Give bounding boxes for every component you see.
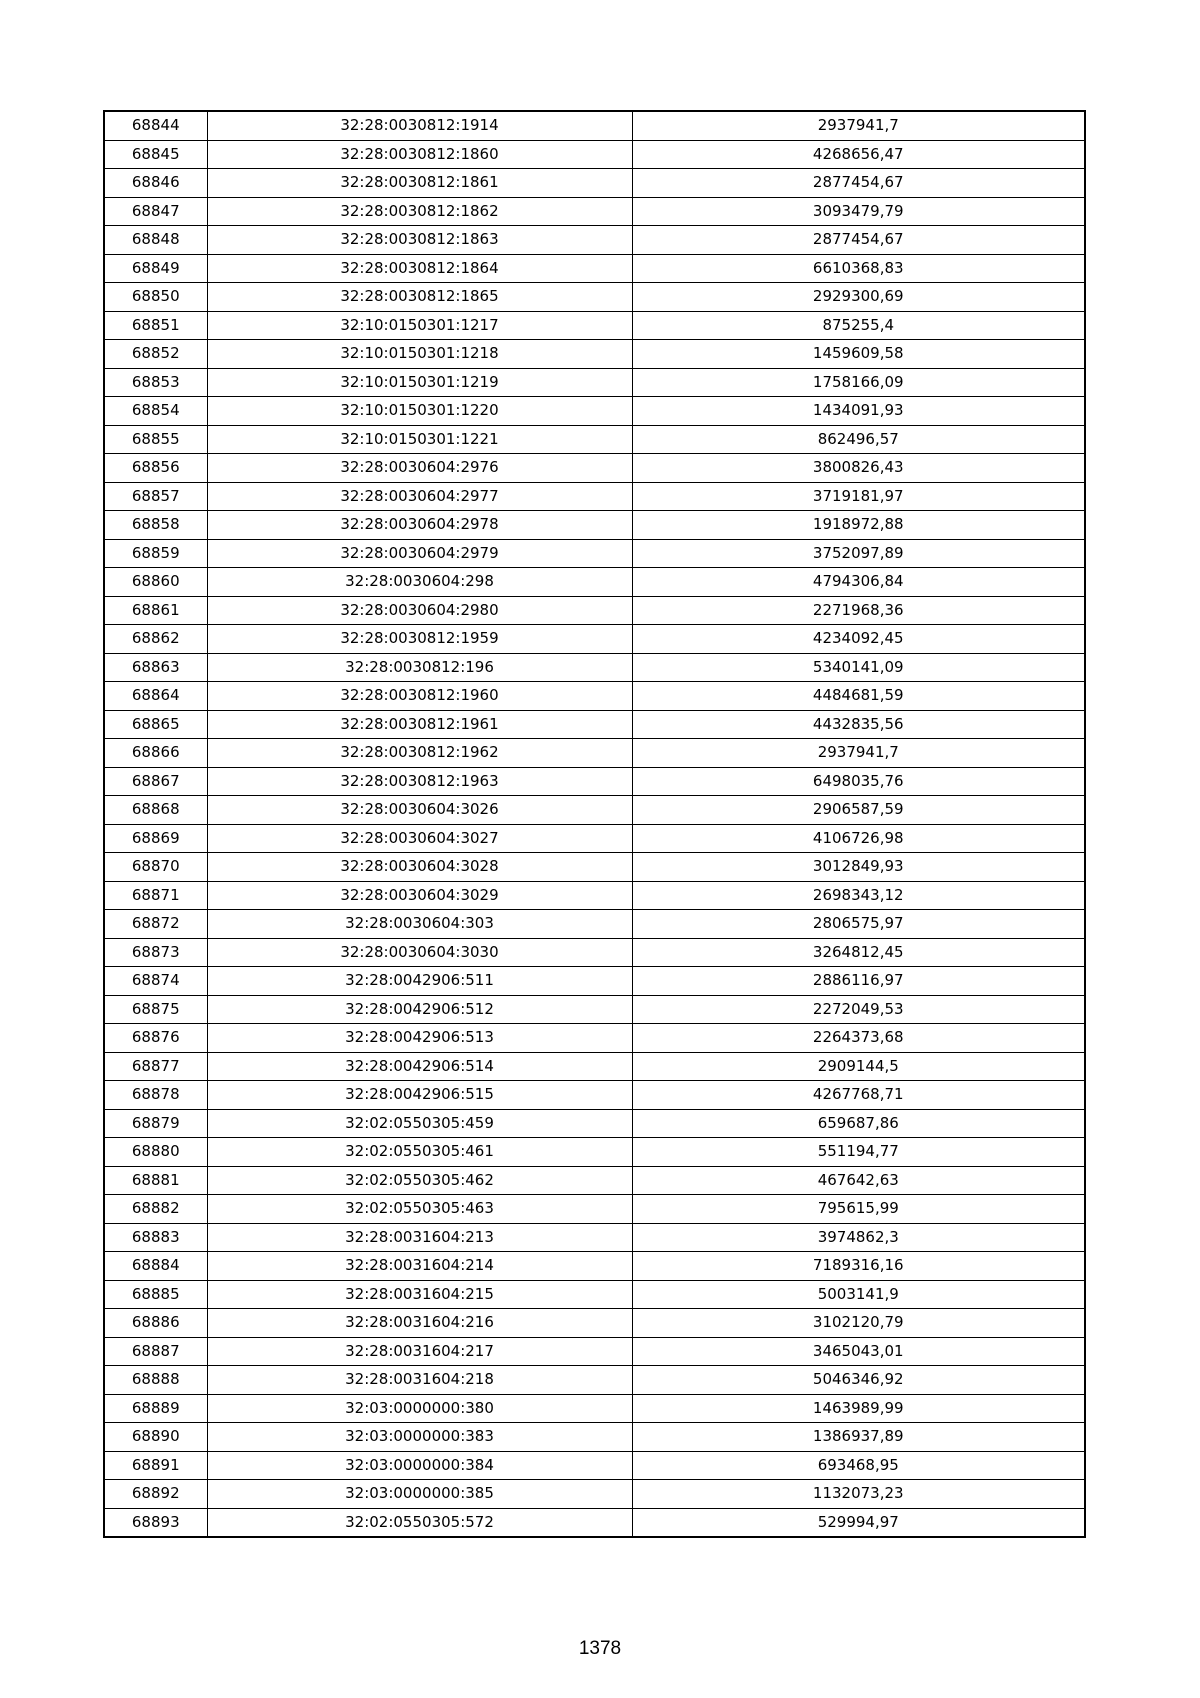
value-cell: 2264373,68 [632,1024,1085,1053]
value-cell: 4106726,98 [632,824,1085,853]
row-number-cell: 68886 [104,1309,207,1338]
cadastral-number-cell: 32:28:0031604:214 [207,1252,632,1281]
value-cell: 1132073,23 [632,1480,1085,1509]
value-cell: 3093479,79 [632,197,1085,226]
value-cell: 3012849,93 [632,853,1085,882]
page-number: 1378 [578,1638,622,1659]
value-cell: 3752097,89 [632,539,1085,568]
row-number-cell: 68891 [104,1451,207,1480]
table-row [104,910,1085,939]
row-number-cell: 68881 [104,1166,207,1195]
row-number-cell: 68859 [104,539,207,568]
row-number-cell: 68876 [104,1024,207,1053]
table-row [104,1052,1085,1081]
value-cell: 3800826,43 [632,454,1085,483]
value-cell: 2806575,97 [632,910,1085,939]
row-number-cell: 68862 [104,625,207,654]
table-row [104,653,1085,682]
cadastral-number-cell: 32:03:0000000:383 [207,1423,632,1452]
value-cell: 2906587,59 [632,796,1085,825]
cadastral-number-cell: 32:28:0030604:2976 [207,454,632,483]
row-number-cell: 68851 [104,311,207,340]
value-cell: 4268656,47 [632,140,1085,169]
value-cell: 4234092,45 [632,625,1085,654]
row-number-cell: 68858 [104,511,207,540]
value-cell: 5046346,92 [632,1366,1085,1395]
cadastral-number-cell: 32:03:0000000:384 [207,1451,632,1480]
table-row [104,482,1085,511]
table-row [104,1451,1085,1480]
cadastral-number-cell: 32:28:0030604:3026 [207,796,632,825]
row-number-cell: 68863 [104,653,207,682]
row-number-cell: 68883 [104,1223,207,1252]
table-row [104,1252,1085,1281]
row-number-cell: 68855 [104,425,207,454]
cadastral-number-cell: 32:28:0030812:1864 [207,254,632,283]
cadastral-number-cell: 32:28:0030812:1963 [207,767,632,796]
cadastral-number-cell: 32:28:0031604:213 [207,1223,632,1252]
table-row [104,796,1085,825]
table-row [104,625,1085,654]
value-cell: 467642,63 [632,1166,1085,1195]
row-number-cell: 68867 [104,767,207,796]
cadastral-number-cell: 32:28:0030812:1862 [207,197,632,226]
cadastral-number-cell: 32:02:0550305:462 [207,1166,632,1195]
table-row [104,397,1085,426]
cadastral-number-cell: 32:28:0042906:514 [207,1052,632,1081]
row-number-cell: 68854 [104,397,207,426]
value-cell: 659687,86 [632,1109,1085,1138]
row-number-cell: 68892 [104,1480,207,1509]
table-row [104,111,1085,140]
table-row [104,568,1085,597]
table-row [104,368,1085,397]
value-cell: 3264812,45 [632,938,1085,967]
table-row [104,995,1085,1024]
table-row [104,226,1085,255]
table-row [104,596,1085,625]
table-row [104,1223,1085,1252]
value-cell: 1918972,88 [632,511,1085,540]
value-cell: 1463989,99 [632,1394,1085,1423]
row-number-cell: 68868 [104,796,207,825]
table-row [104,1423,1085,1452]
row-number-cell: 68860 [104,568,207,597]
table-row [104,283,1085,312]
row-number-cell: 68874 [104,967,207,996]
table-row [104,824,1085,853]
table-row [104,539,1085,568]
cadastral-number-cell: 32:02:0550305:572 [207,1508,632,1537]
row-number-cell: 68888 [104,1366,207,1395]
value-cell: 2929300,69 [632,283,1085,312]
row-number-cell: 68882 [104,1195,207,1224]
value-cell: 5340141,09 [632,653,1085,682]
row-number-cell: 68852 [104,340,207,369]
cadastral-number-cell: 32:28:0030604:3027 [207,824,632,853]
cadastral-number-cell: 32:10:0150301:1220 [207,397,632,426]
row-number-cell: 68844 [104,111,207,140]
row-number-cell: 68869 [104,824,207,853]
table-row [104,1366,1085,1395]
cadastral-number-cell: 32:03:0000000:380 [207,1394,632,1423]
cadastral-number-cell: 32:28:0030812:196 [207,653,632,682]
table-row [104,710,1085,739]
row-number-cell: 68861 [104,596,207,625]
cadastral-number-cell: 32:28:0030812:1961 [207,710,632,739]
cadastral-number-cell: 32:10:0150301:1217 [207,311,632,340]
value-cell: 4484681,59 [632,682,1085,711]
row-number-cell: 68847 [104,197,207,226]
value-cell: 4267768,71 [632,1081,1085,1110]
table-row [104,169,1085,198]
table-body [104,111,1085,1537]
table-row [104,254,1085,283]
row-number-cell: 68866 [104,739,207,768]
cadastral-number-cell: 32:28:0031604:217 [207,1337,632,1366]
cadastral-number-cell: 32:28:0030812:1861 [207,169,632,198]
value-cell: 4432835,56 [632,710,1085,739]
table-row [104,1195,1085,1224]
value-cell: 6610368,83 [632,254,1085,283]
row-number-cell: 68849 [104,254,207,283]
value-cell: 2272049,53 [632,995,1085,1024]
row-number-cell: 68880 [104,1138,207,1167]
table-row [104,967,1085,996]
value-cell: 875255,4 [632,311,1085,340]
value-cell: 2937941,7 [632,111,1085,140]
row-number-cell: 68850 [104,283,207,312]
row-number-cell: 68848 [104,226,207,255]
cadastral-number-cell: 32:28:0042906:512 [207,995,632,1024]
table-row [104,1166,1085,1195]
value-cell: 1459609,58 [632,340,1085,369]
cadastral-number-cell: 32:02:0550305:463 [207,1195,632,1224]
row-number-cell: 68871 [104,881,207,910]
row-number-cell: 68846 [104,169,207,198]
row-number-cell: 68884 [104,1252,207,1281]
table-row [104,1480,1085,1509]
cadastral-number-cell: 32:10:0150301:1219 [207,368,632,397]
row-number-cell: 68890 [104,1423,207,1452]
table-row [104,1024,1085,1053]
cadastral-number-cell: 32:28:0031604:216 [207,1309,632,1338]
value-cell: 7189316,16 [632,1252,1085,1281]
value-cell: 2937941,7 [632,739,1085,768]
value-cell: 4794306,84 [632,568,1085,597]
cadastral-number-cell: 32:28:0030812:1914 [207,111,632,140]
table-row [104,1309,1085,1338]
value-cell: 2698343,12 [632,881,1085,910]
row-number-cell: 68857 [104,482,207,511]
table-row [104,853,1085,882]
table-row [104,739,1085,768]
row-number-cell: 68856 [104,454,207,483]
table-row [104,511,1085,540]
table-row [104,767,1085,796]
row-number-cell: 68865 [104,710,207,739]
cadastral-number-cell: 32:28:0030604:3029 [207,881,632,910]
value-cell: 693468,95 [632,1451,1085,1480]
table-row [104,881,1085,910]
row-number-cell: 68873 [104,938,207,967]
row-number-cell: 68870 [104,853,207,882]
cadastral-number-cell: 32:28:0030812:1959 [207,625,632,654]
row-number-cell: 68889 [104,1394,207,1423]
table-row [104,1081,1085,1110]
value-cell: 6498035,76 [632,767,1085,796]
table-row [104,454,1085,483]
value-cell: 3465043,01 [632,1337,1085,1366]
value-cell: 3974862,3 [632,1223,1085,1252]
table-row [104,140,1085,169]
cadastral-number-cell: 32:28:0030604:2977 [207,482,632,511]
table-row [104,425,1085,454]
row-number-cell: 68879 [104,1109,207,1138]
value-cell: 2271968,36 [632,596,1085,625]
row-number-cell: 68872 [104,910,207,939]
row-number-cell: 68864 [104,682,207,711]
cadastral-number-cell: 32:10:0150301:1218 [207,340,632,369]
cadastral-number-cell: 32:02:0550305:461 [207,1138,632,1167]
row-number-cell: 68878 [104,1081,207,1110]
table-row [104,197,1085,226]
cadastral-number-cell: 32:10:0150301:1221 [207,425,632,454]
row-number-cell: 68875 [104,995,207,1024]
cadastral-number-cell: 32:28:0042906:511 [207,967,632,996]
value-cell: 2877454,67 [632,169,1085,198]
table-row [104,1109,1085,1138]
value-cell: 2909144,5 [632,1052,1085,1081]
value-cell: 5003141,9 [632,1280,1085,1309]
value-cell: 1758166,09 [632,368,1085,397]
cadastral-number-cell: 32:28:0030604:3030 [207,938,632,967]
value-cell: 551194,77 [632,1138,1085,1167]
table-row [104,311,1085,340]
table-row [104,1138,1085,1167]
cadastral-number-cell: 32:28:0042906:515 [207,1081,632,1110]
value-cell: 1434091,93 [632,397,1085,426]
value-cell: 529994,97 [632,1508,1085,1537]
table-row [104,938,1085,967]
cadastral-number-cell: 32:03:0000000:385 [207,1480,632,1509]
value-cell: 2886116,97 [632,967,1085,996]
row-number-cell: 68853 [104,368,207,397]
table-row [104,1337,1085,1366]
row-number-cell: 68885 [104,1280,207,1309]
cadastral-number-cell: 32:28:0030604:2979 [207,539,632,568]
cadastral-number-cell: 32:28:0030812:1865 [207,283,632,312]
cadastral-number-cell: 32:28:0031604:215 [207,1280,632,1309]
value-cell: 3719181,97 [632,482,1085,511]
cadastral-number-cell: 32:28:0030604:2980 [207,596,632,625]
cadastral-number-cell: 32:28:0030604:3028 [207,853,632,882]
table-row [104,340,1085,369]
table-row [104,1508,1085,1537]
cadastral-number-cell: 32:28:0030604:2978 [207,511,632,540]
table-row [104,1280,1085,1309]
value-cell: 2877454,67 [632,226,1085,255]
row-number-cell: 68887 [104,1337,207,1366]
cadastral-number-cell: 32:28:0030604:298 [207,568,632,597]
table-row [104,682,1085,711]
cadastral-number-cell: 32:28:0030812:1960 [207,682,632,711]
cadastral-number-cell: 32:02:0550305:459 [207,1109,632,1138]
row-number-cell: 68845 [104,140,207,169]
cadastral-number-cell: 32:28:0030812:1863 [207,226,632,255]
row-number-cell: 68893 [104,1508,207,1537]
cadastral-number-cell: 32:28:0030812:1962 [207,739,632,768]
value-cell: 1386937,89 [632,1423,1085,1452]
row-number-cell: 68877 [104,1052,207,1081]
value-cell: 795615,99 [632,1195,1085,1224]
cadastral-number-cell: 32:28:0042906:513 [207,1024,632,1053]
cadastral-number-cell: 32:28:0030812:1860 [207,140,632,169]
value-cell: 862496,57 [632,425,1085,454]
cadastral-value-table [103,110,1086,1538]
cadastral-number-cell: 32:28:0030604:303 [207,910,632,939]
value-cell: 3102120,79 [632,1309,1085,1338]
table-row [104,1394,1085,1423]
cadastral-number-cell: 32:28:0031604:218 [207,1366,632,1395]
